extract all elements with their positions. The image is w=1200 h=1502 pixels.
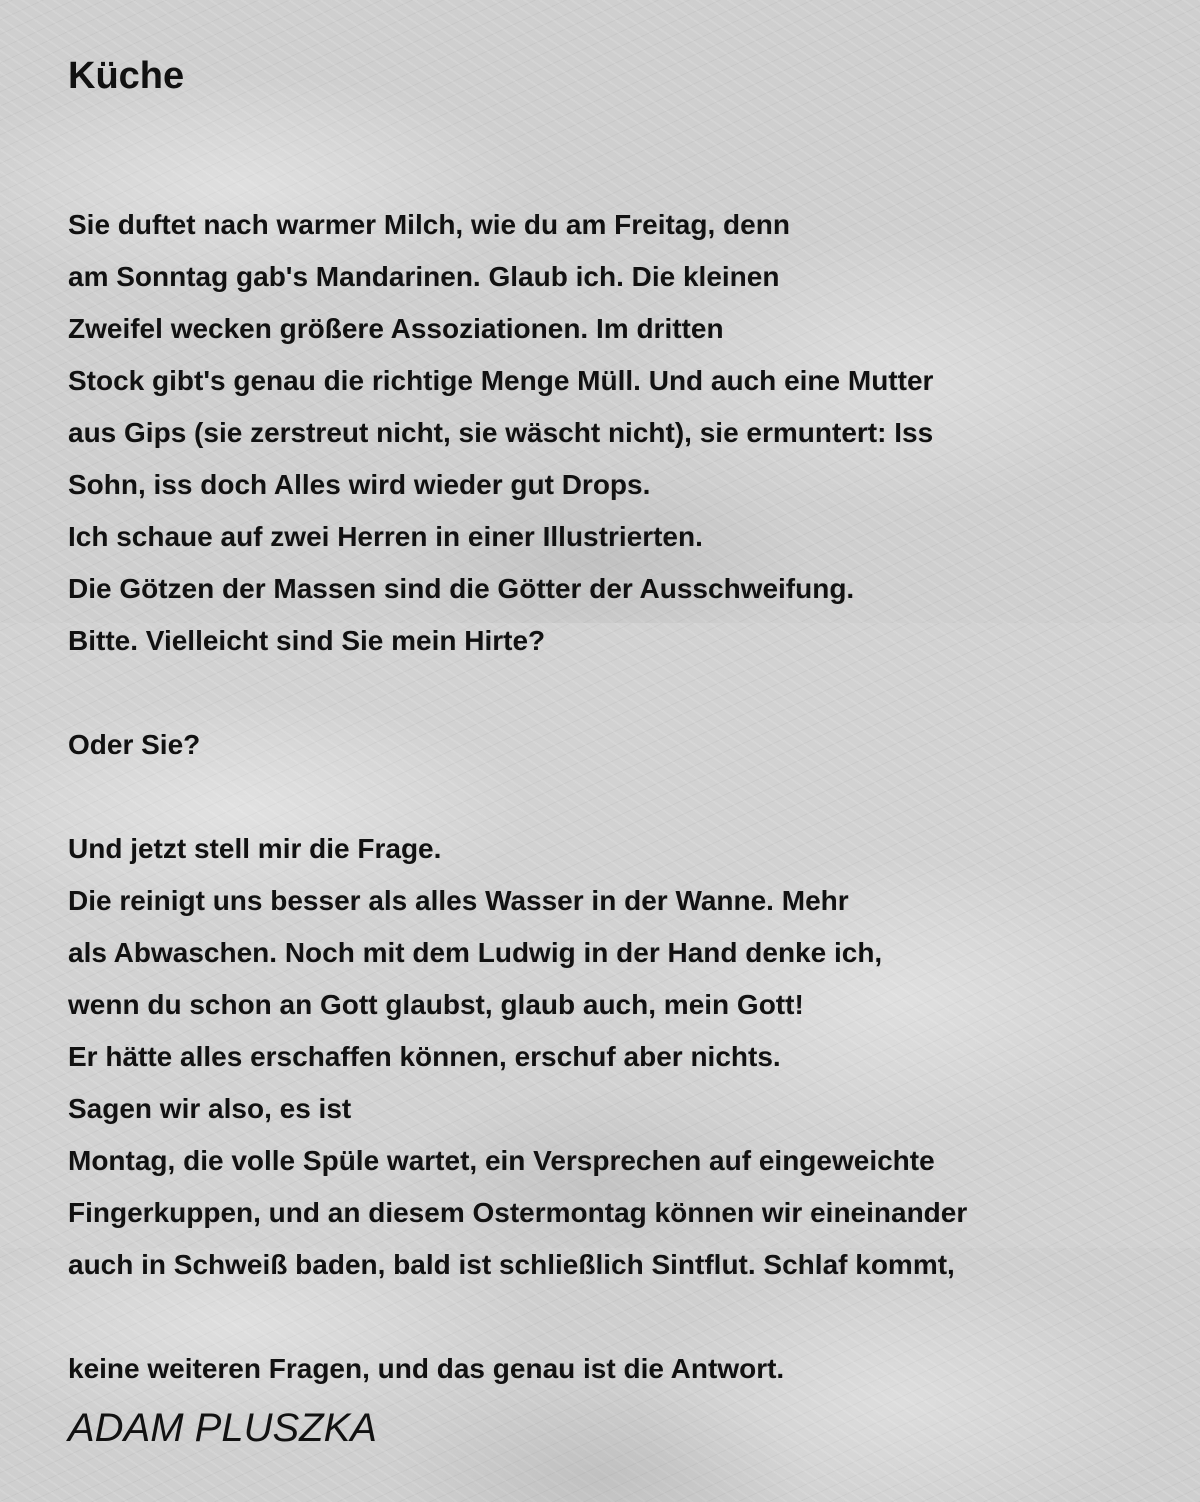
poem-line: Sagen wir also, es ist	[68, 1093, 352, 1124]
poem-line: Sie duftet nach warmer Milch, wie du am Freitag, denn	[68, 209, 790, 240]
stanza	[68, 199, 1168, 667]
poem-line: Bitte. Vielleicht sind Sie mein Hirte?	[68, 625, 546, 656]
poem-line: keine weiteren Fragen, und das genau ist die Antwort.	[68, 1353, 785, 1384]
poem-line: als Abwaschen. Noch mit dem Ludwig in der Hand denke ich,	[68, 937, 883, 968]
stanza	[68, 823, 1168, 1291]
poem-body	[68, 50, 1168, 1395]
poem-line: Zweifel wecken größere Assoziationen. Im dritten	[68, 313, 724, 344]
poem-line: Stock gibt's genau die richtige Menge Müll. Und auch eine Mutter	[68, 365, 934, 396]
poem-line: Er hätte alles erschaffen können, erschuf aber nichts.	[68, 1041, 781, 1072]
poem-line: Und jetzt stell mir die Frage.	[68, 833, 442, 864]
poem-line: Ich schaue auf zwei Herren in einer Illustrierten.	[68, 521, 703, 552]
poem-title: Küche	[68, 55, 185, 97]
poem-line: auch in Schweiß baden, bald ist schließlich Sintflut. Schlaf kommt,	[68, 1249, 955, 1280]
poem-line: am Sonntag gab's Mandarinen. Glaub ich. Die kleinen	[68, 261, 780, 292]
poem-line: Die Götzen der Massen sind die Götter der Ausschweifung.	[68, 573, 855, 604]
poem-line: Oder Sie?	[68, 729, 201, 760]
poem-line: wenn du schon an Gott glaubst, glaub auch, mein Gott!	[68, 989, 804, 1020]
poem-line: Fingerkuppen, und an diesem Ostermontag können wir eineinander	[68, 1197, 968, 1228]
poem-line: Die reinigt uns besser als alles Wasser in der Wanne. Mehr	[68, 885, 849, 916]
poem-line: Montag, die volle Spüle wartet, ein Versprechen auf eingeweichte	[68, 1145, 935, 1176]
poem-line: aus Gips (sie zerstreut nicht, sie wäscht nicht), sie ermuntert: Iss	[68, 417, 934, 448]
poem-line: Sohn, iss doch Alles wird wieder gut Drops.	[68, 469, 651, 500]
poem-author: ADAM PLUSZKA	[68, 1406, 377, 1450]
stanza	[68, 1343, 1168, 1395]
stanza	[68, 719, 1168, 771]
